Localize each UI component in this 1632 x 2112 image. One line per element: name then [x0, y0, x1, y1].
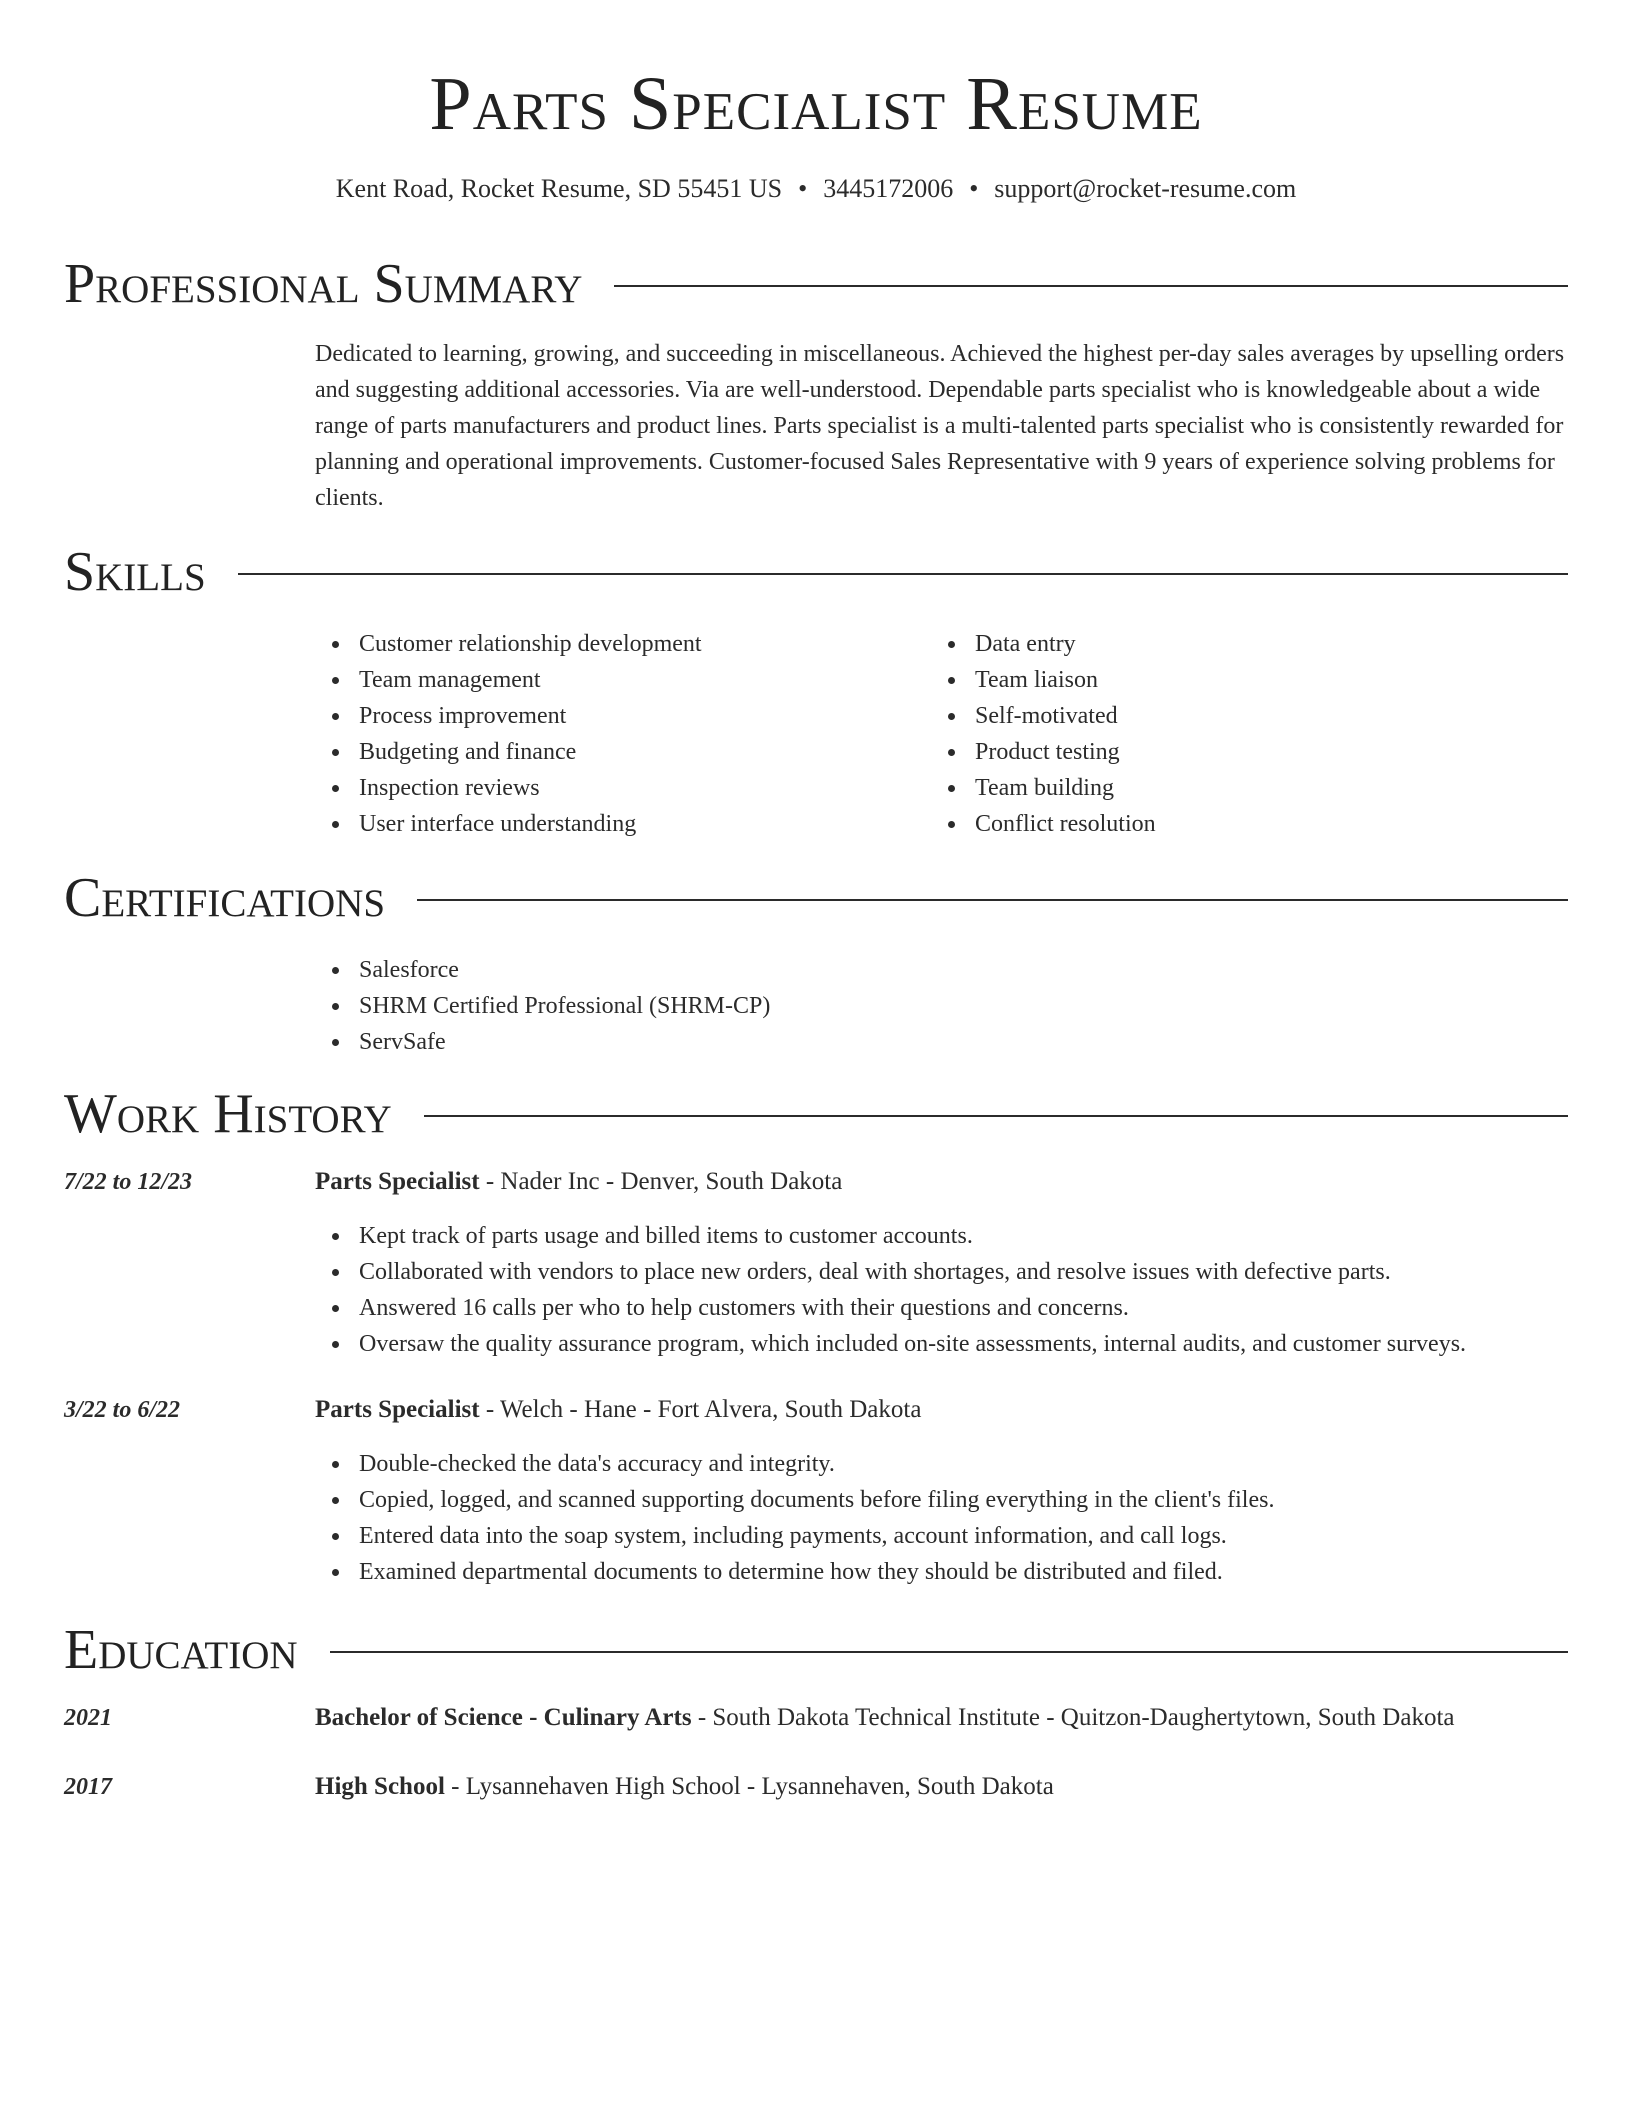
skill-item: Inspection reviews [315, 770, 915, 806]
education-school: - South Dakota Technical Institute - Quitzon-Daughertytown, South Dakota [691, 1704, 1455, 1731]
skill-item: Product testing [931, 734, 1531, 770]
job-bullet: Copied, logged, and scanned supporting documents before filing everything in the client's files. [315, 1482, 1568, 1518]
job-bullet: Examined departmental documents to determine how they should be distributed and filed. [315, 1554, 1568, 1590]
job-bullet: Double-checked the data's accuracy and integrity. [315, 1446, 1568, 1482]
skill-item: Team liaison [931, 662, 1531, 698]
section-divider [330, 1651, 1568, 1653]
job-employer: - Welch - Hane - Fort Alvera, South Dakota [479, 1396, 922, 1423]
contact-separator: • [798, 174, 808, 203]
education-degree: High School [315, 1773, 445, 1800]
certification-item: ServSafe [315, 1024, 1315, 1060]
skill-item: Self-motivated [931, 698, 1531, 734]
education-entry [315, 1700, 1568, 1736]
skill-item: Customer relationship development [315, 626, 915, 662]
job-dates: 3/22 to 6/22 [64, 1397, 181, 1423]
section-header-skills [64, 540, 1568, 604]
certification-item: SHRM Certified Professional (SHRM-CP) [315, 988, 1315, 1024]
resume-title: Parts Specialist Resume [429, 62, 1203, 146]
job-title: Parts Specialist [315, 1168, 480, 1195]
job-bullet: Oversaw the quality assurance program, which included on-site assessments, internal audits, and customer surveys. [315, 1326, 1568, 1362]
skill-item: Team building [931, 770, 1531, 806]
contact-phone: 3445172006 [823, 174, 954, 203]
education-year: 2017 [64, 1774, 112, 1800]
job-bullet: Entered data into the soap system, including payments, account information, and call logs. [315, 1518, 1568, 1554]
summary-text: Dedicated to learning, growing, and succeeding in miscellaneous. Achieved the highest per-day sales averages by upselling orders and suggesting additional accessories. Via are well-understood. Dependable parts specialist who is knowledgeable about a wide range of parts manufacturers and product lines. Parts specialist is a multi-talented parts specialist who is consistently rewarded for planning and operational improvements. Customer-focused Sales Representative with 9 years of experience solving problems for clients. [315, 341, 1565, 511]
section-title-work-history: Work History [64, 1083, 392, 1145]
job-bullets [315, 1446, 1568, 1590]
education-year: 2021 [64, 1705, 112, 1731]
section-title-summary: Professional Summary [64, 253, 583, 315]
section-title-skills: Skills [64, 541, 206, 603]
contact-separator: • [969, 174, 979, 203]
contact-email: support@rocket-resume.com [994, 174, 1297, 203]
resume-page [64, 0, 1568, 2112]
job-employer: - Nader Inc - Denver, South Dakota [479, 1168, 843, 1195]
section-divider [614, 285, 1568, 287]
job-bullets [315, 1218, 1568, 1362]
education-degree: Bachelor of Science - Culinary Arts [315, 1704, 692, 1731]
job-bullet: Answered 16 calls per who to help customers with their questions and concerns. [315, 1290, 1568, 1326]
job-bullet: Collaborated with vendors to place new orders, deal with shortages, and resolve issues with defective parts. [315, 1254, 1568, 1290]
skill-item: Conflict resolution [931, 806, 1531, 842]
skill-item: Team management [315, 662, 915, 698]
education-school: - Lysannehaven High School - Lysannehaven, South Dakota [444, 1773, 1054, 1800]
skills-list-left [315, 626, 915, 842]
section-title-education: Education [64, 1619, 298, 1681]
section-header-summary [64, 252, 1568, 316]
section-header-education [64, 1618, 1568, 1682]
skill-item: Data entry [931, 626, 1531, 662]
job-title: Parts Specialist [315, 1396, 480, 1423]
skill-item: User interface understanding [315, 806, 915, 842]
certifications-list [315, 952, 1315, 1060]
job-heading [315, 1164, 1568, 1200]
job-heading [315, 1392, 1568, 1428]
section-header-work-history [64, 1082, 1568, 1146]
section-header-certifications [64, 866, 1568, 930]
skills-list-right [931, 626, 1531, 842]
section-title-certifications: Certifications [64, 867, 386, 929]
section-divider [238, 573, 1568, 575]
section-divider [424, 1115, 1568, 1117]
job-bullet: Kept track of parts usage and billed items to customer accounts. [315, 1218, 1568, 1254]
skill-item: Process improvement [315, 698, 915, 734]
contact-line [64, 172, 1568, 206]
section-divider [417, 899, 1568, 901]
skill-item: Budgeting and finance [315, 734, 915, 770]
certification-item: Salesforce [315, 952, 1315, 988]
education-entry [315, 1769, 1568, 1805]
contact-address: Kent Road, Rocket Resume, SD 55451 US [335, 174, 783, 203]
job-dates: 7/22 to 12/23 [64, 1169, 193, 1195]
